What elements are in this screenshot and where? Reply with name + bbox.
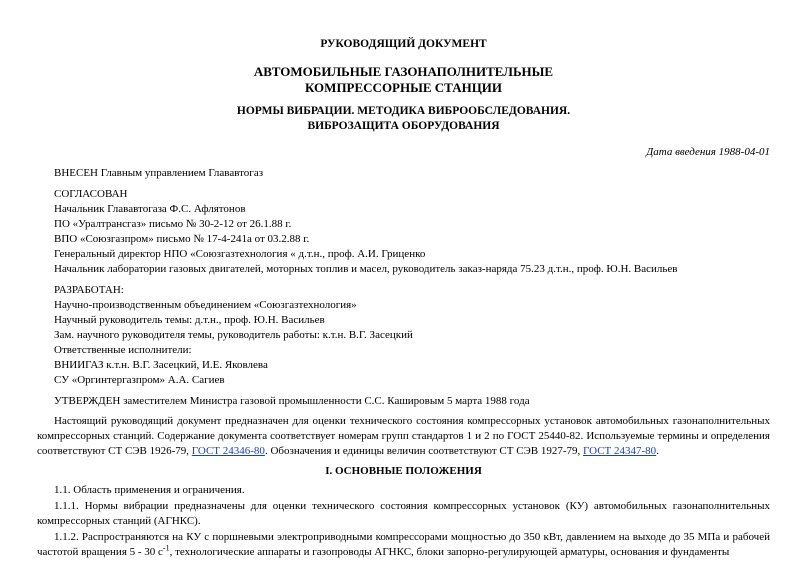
clause-1-1-2-text-a: 1.1.2. Распространяются на КУ с поршневыми электроприводными компрессорами мощностью до 350 кВт, давлением на выходе до 35 МПа и рабочей частотой вращения 5 - 30 с bbox=[37, 531, 770, 558]
gost-24347-link[interactable]: ГОСТ 24347-80 bbox=[583, 445, 657, 457]
clause-1-1-2 bbox=[37, 530, 770, 560]
developed-block bbox=[37, 283, 770, 388]
gost-24346-link[interactable]: ГОСТ 24346-80 bbox=[191, 445, 265, 457]
clause-1-1-2-superscript: -1 bbox=[162, 543, 170, 553]
developed-line: Зам. научного руководителя темы, руководитель работы: к.т.н. В.Г. Засецкий bbox=[54, 329, 413, 341]
agreed-line: Начальник Глававтогаза Ф.С. Афлятонов bbox=[54, 203, 246, 215]
developed-line: Научный руководитель темы: д.т.н., проф. Ю.Н. Васильев bbox=[54, 314, 325, 326]
developed-line: Ответственные исполнители: bbox=[54, 344, 192, 356]
agreed-line: ВПО «Союзгазпром» письмо № 17-4-241а от 03.2.88 г. bbox=[54, 233, 310, 245]
intro-text-1: Настоящий руководящий документ предназначен для оценки технического состояния компрессорных установок автомобильных газонаполнительных компрессорных станций. Содержание документа соответствует номерам групп стандартов 1 и 2 по ГОСТ 25440-82. Используемые термины и определения соответствуют СТ СЭВ 1926-79, bbox=[37, 415, 770, 457]
agreed-line: ПО «Уралтрансгаз» письмо № 30-2-12 от 26.1.88 г. bbox=[54, 218, 292, 230]
document-subtitle-line-1: НОРМЫ ВИБРАЦИИ. МЕТОДИКА ВИБРООБСЛЕДОВАНИЯ. bbox=[236, 105, 571, 117]
developed-line: Научно-производственным объединением «Союзгазтехнология» bbox=[54, 299, 357, 311]
document-type-heading: РУКОВОДЯЩИЙ ДОКУМЕНТ bbox=[320, 38, 487, 50]
document-title-line-2: КОМПРЕССОРНЫЕ СТАНЦИИ bbox=[304, 80, 503, 95]
intro-paragraph bbox=[37, 414, 770, 459]
agreed-line: СОГЛАСОВАН bbox=[54, 188, 128, 200]
clause-1-1-2-text-b: , технологические аппараты и газопроводы АГНКС, блоки запорно-регулирующей арматуры, основания и фундаменты bbox=[169, 546, 730, 558]
document-title-line-1: АВТОМОБИЛЬНЫЕ ГАЗОНАПОЛНИТЕЛЬНЫЕ bbox=[253, 64, 554, 79]
introduced-by: ВНЕСЕН Главным управлением Глававтогаз bbox=[54, 167, 264, 179]
document-subtitle bbox=[37, 104, 770, 134]
document-title bbox=[37, 64, 770, 96]
introduction-date: Дата введения 1988-04-01 bbox=[646, 146, 770, 158]
developed-line: РАЗРАБОТАН: bbox=[54, 284, 124, 296]
approved-by: УТВЕРЖДЕН заместителем Министра газовой промышленности С.С. Кашировым 5 марта 1988 года bbox=[54, 395, 530, 407]
section-heading-basic-provisions: I. ОСНОВНЫЕ ПОЛОЖЕНИЯ bbox=[325, 465, 482, 477]
clause-1-1: 1.1. Область применения и ограничения. bbox=[54, 484, 245, 496]
developed-line: СУ «Оргинтергазпром» А.А. Сагиев bbox=[54, 374, 225, 386]
intro-text-2: . Обозначения и единицы величин соответствуют СТ СЭВ 1927-79, bbox=[264, 445, 584, 457]
document-subtitle-line-2: ВИБРОЗАЩИТА ОБОРУДОВАНИЯ bbox=[307, 120, 500, 132]
agreed-block bbox=[37, 187, 770, 277]
agreed-line: Генеральный директор НПО «Союзгазтехнология « д.т.н., проф. А.И. Гриценко bbox=[54, 248, 426, 260]
intro-text-3: . bbox=[656, 445, 659, 457]
developed-line: ВНИИГАЗ к.т.н. В.Г. Засецкий, И.Е. Яковлева bbox=[54, 359, 268, 371]
clause-1-1-1: 1.1.1. Нормы вибрации предназначены для оценки технического состояния компрессорных установок (КУ) автомобильных газонаполнительных компрессорных станций (АГНКС). bbox=[37, 500, 770, 527]
agreed-line: Начальник лаборатории газовых двигателей, моторных топлив и масел, руководитель заказ-наряда 75.23 д.т.н., проф. Ю.Н. Васильев bbox=[54, 263, 678, 275]
